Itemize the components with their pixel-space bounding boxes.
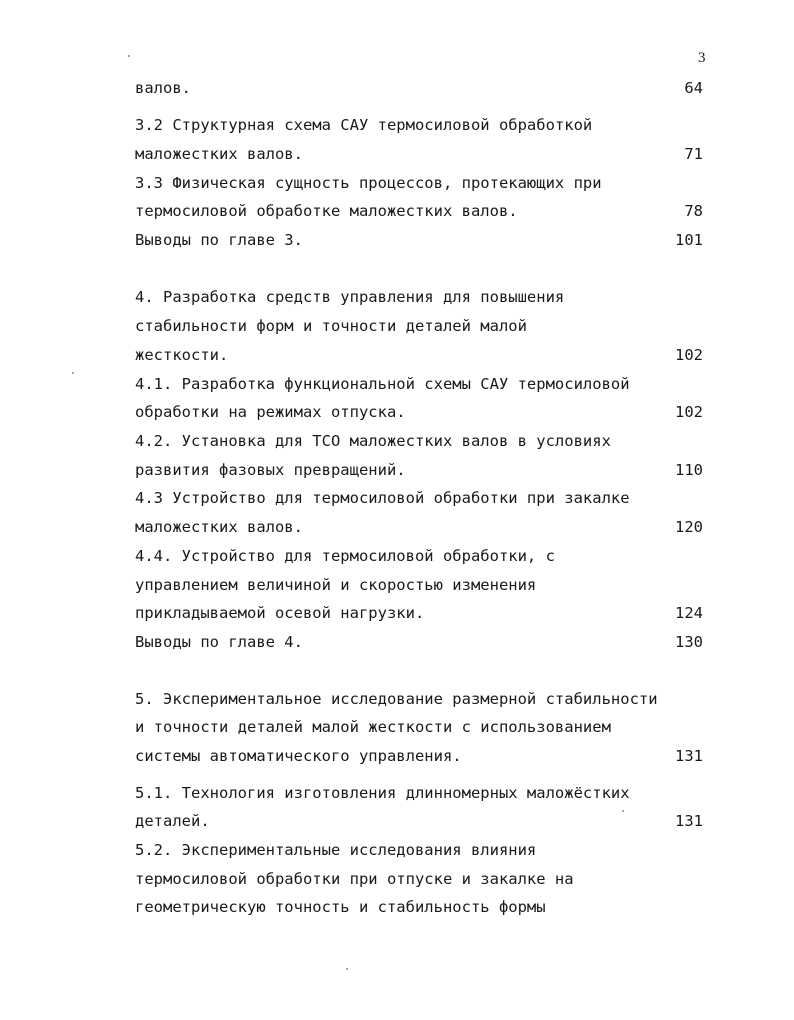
toc-entry-text: системы автоматического управления. xyxy=(135,747,462,765)
toc-entry-text: управлением величиной и скоростью изменения xyxy=(135,576,537,594)
scan-speck xyxy=(72,372,74,374)
toc-entry-text: Выводы по главе 4. xyxy=(135,633,303,651)
toc-page-number: 130 xyxy=(675,633,703,651)
toc-entry-text: валов. xyxy=(135,79,191,97)
toc-entry-text: маложестких валов. xyxy=(135,145,303,163)
toc-entry-text: маложестких валов. xyxy=(135,518,303,536)
toc-entry-text: прикладываемой осевой нагрузки. xyxy=(135,604,425,622)
toc-page-number: 101 xyxy=(675,231,703,249)
scan-speck xyxy=(346,968,348,970)
toc-page-number: 131 xyxy=(675,812,703,830)
toc-entry-text: 4.1. Разработка функциональной схемы САУ термосиловой xyxy=(135,375,630,393)
toc-entry-text: обработки на режимах отпуска. xyxy=(135,403,406,421)
toc-entry-text: 3.3 Физическая сущность процессов, протекающих при xyxy=(135,174,602,192)
toc-entry-text: 4.3 Устройство для термосиловой обработки при закалке xyxy=(135,489,630,507)
toc-entry-text: деталей. xyxy=(135,812,210,830)
toc-entry-text: 5.1. Технология изготовления длинномерных маложёстких xyxy=(135,784,630,802)
toc-page-number: 110 xyxy=(675,461,703,479)
toc-entry-text: 3.2 Структурная схема САУ термосиловой обработкой xyxy=(135,116,593,134)
toc-entry-text: 4.4. Устройство для термосиловой обработки, с xyxy=(135,547,555,565)
toc-entry-text: термосиловой обработке маложестких валов. xyxy=(135,202,518,220)
toc-page-number: 131 xyxy=(675,747,703,765)
toc-entry-text: геометрическую точность и стабильность формы xyxy=(135,898,546,916)
toc-entry-text: 5.2. Экспериментальные исследования влияния xyxy=(135,841,537,859)
toc-entry-text: жесткости. xyxy=(135,346,229,364)
toc-entry-text: стабильности форм и точности деталей малой xyxy=(135,317,527,335)
toc-entry-text: и точности деталей малой жесткости с использованием xyxy=(135,718,611,736)
toc-page-number: 102 xyxy=(675,403,703,421)
toc-entry-text: 4.2. Установка для ТСО маложестких валов в условиях xyxy=(135,432,611,450)
toc-page-number: 102 xyxy=(675,346,703,364)
scan-speck xyxy=(622,810,624,812)
page-number: 3 xyxy=(698,50,706,66)
toc-entry-text: 4. Разработка средств управления для повышения xyxy=(135,288,565,306)
toc-page-number: 64 xyxy=(684,79,703,97)
toc-page-number: 78 xyxy=(684,202,703,220)
toc-entry-text: термосиловой обработки при отпуске и закалке на xyxy=(135,870,574,888)
toc-entry-text: 5. Экспериментальное исследование размерной стабильности xyxy=(135,690,658,708)
toc-entry-text: Выводы по главе 3. xyxy=(135,231,303,249)
toc-page-number: 124 xyxy=(675,604,703,622)
toc-entry-text: развития фазовых превращений. xyxy=(135,461,406,479)
toc-page-number: 120 xyxy=(675,518,703,536)
toc-page-number: 71 xyxy=(684,145,703,163)
scan-speck xyxy=(128,55,130,57)
